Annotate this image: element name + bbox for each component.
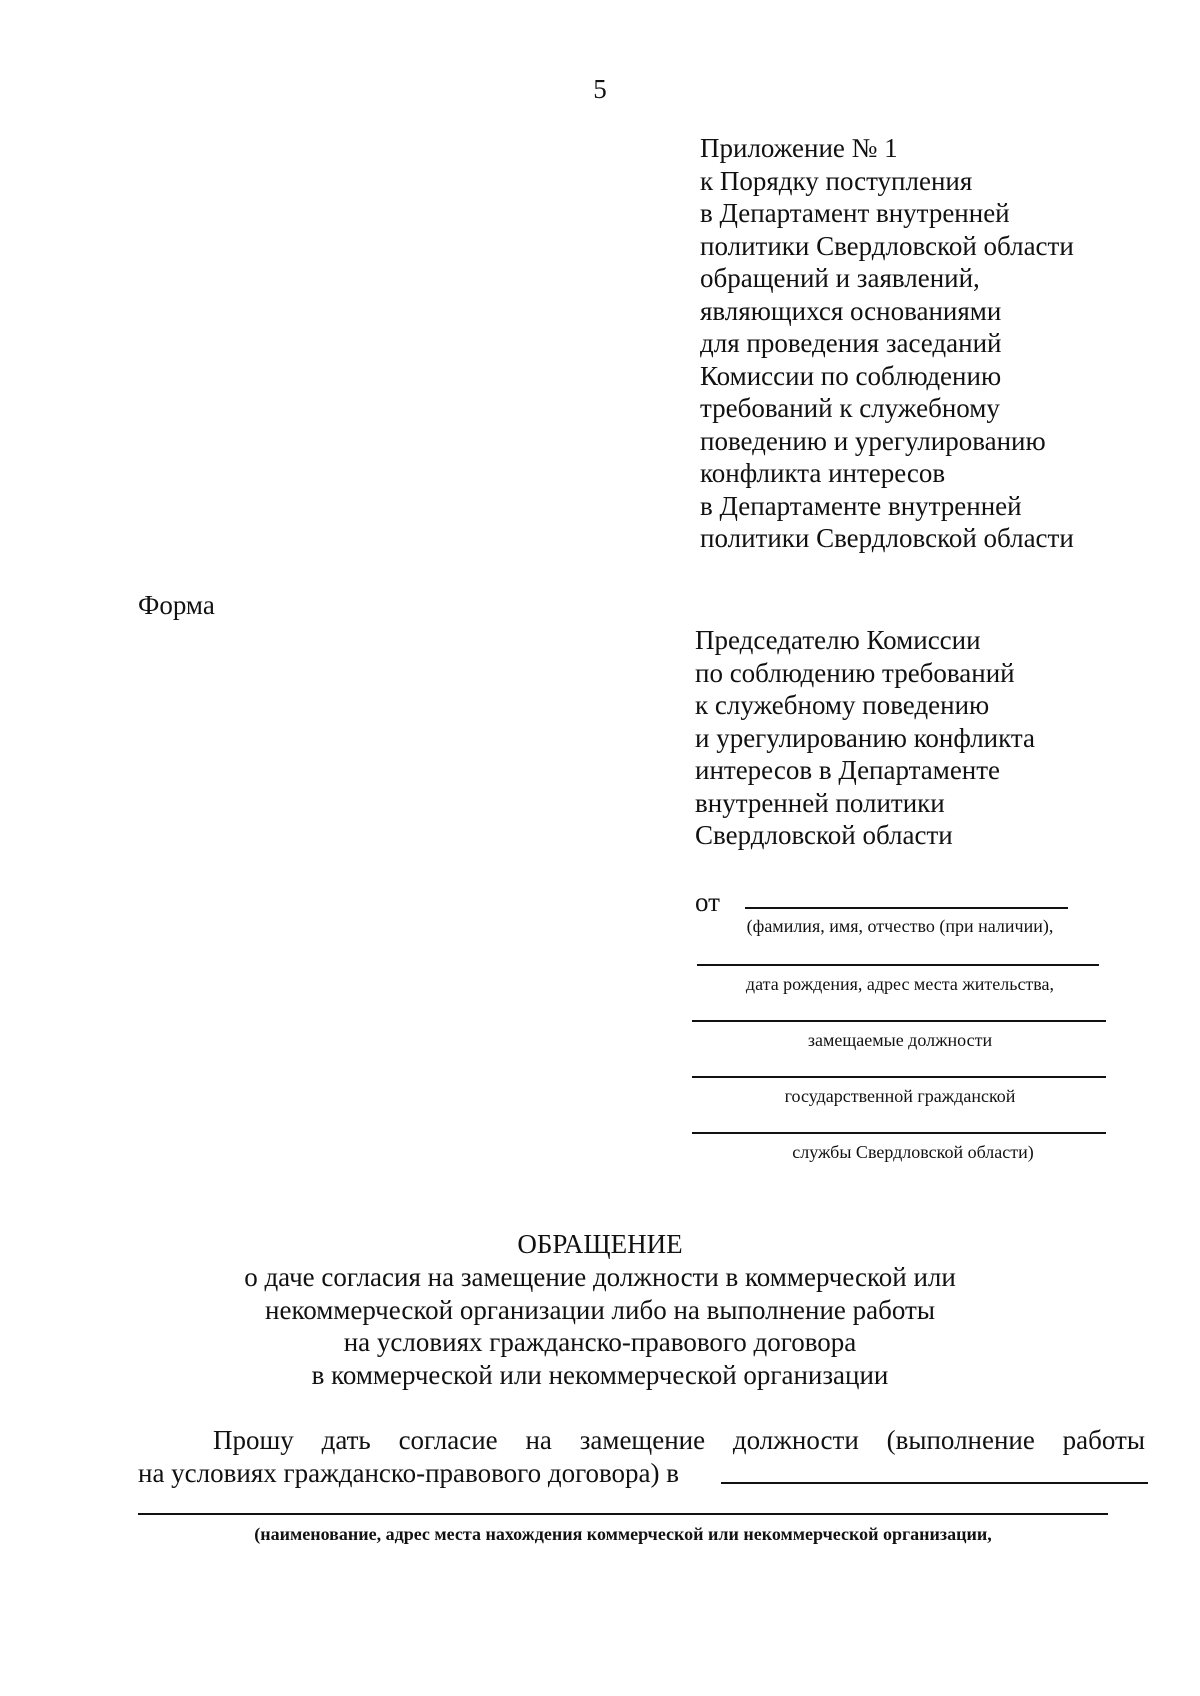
subtitle-line: на условиях гражданско-правового договора (343, 1327, 857, 1357)
sender-service-line[interactable] (692, 1076, 1106, 1078)
appendix-line: Комиссии по соблюдению (700, 360, 1002, 391)
appendix-line: политики Свердловской области (700, 230, 1074, 261)
appendix-line: для проведения заседаний (700, 328, 1002, 358)
addressee-line: и урегулированию конфликта (695, 722, 1036, 753)
organization-line-1[interactable] (721, 1482, 1148, 1484)
appendix-line: конфликта интересов (700, 458, 946, 488)
from-word: от (695, 887, 720, 917)
form-label: Форма (138, 590, 215, 620)
sender-region-line[interactable] (692, 1132, 1106, 1134)
appendix-line: политики Свердловской области (700, 523, 1074, 553)
addressee-line: интересов в Департаменте (695, 755, 1001, 785)
subtitle-line: о даче согласия на замещение должности в коммерческой или (244, 1262, 956, 1292)
sender-caption: (фамилия, имя, отчество (при наличии), (746, 916, 1054, 936)
addressee-line: Председателю Комиссии (695, 625, 981, 655)
appendix-line: в Департамент внутренней (700, 198, 1010, 228)
sender-caption: замещаемые должности (807, 1030, 993, 1050)
organization-line-2[interactable] (138, 1513, 1108, 1515)
addressee-line: Свердловской области (695, 820, 953, 850)
document-title: ОБРАЩЕНИЕ (517, 1229, 683, 1259)
appendix-line: к Порядку поступления (700, 165, 973, 196)
sender-birth-line[interactable] (697, 964, 1099, 966)
subtitle-line: в коммерческой или некоммерческой организации (311, 1359, 889, 1390)
addressee-line: внутренней политики (695, 787, 945, 818)
appendix-line: являющихся основаниями (700, 295, 1002, 326)
organization-caption: (наименование, адрес места нахождения коммерческой или некоммерческой организации, (254, 1524, 992, 1544)
appendix-header (700, 132, 1074, 555)
request-text-line-1: Прошу дать согласие на замещение должности (выполнение работы (213, 1425, 1145, 1455)
sender-name-line[interactable] (745, 907, 1068, 909)
addressee-line: по соблюдению требований (695, 657, 1015, 688)
request-text-line-2: на условиях гражданско-правового договора) в (138, 1458, 680, 1488)
page-number: 5 (593, 74, 607, 104)
addressee-block (695, 624, 1035, 852)
addressee-line: к служебному поведению (695, 690, 990, 720)
sender-caption: государственной гражданской (784, 1086, 1016, 1106)
sender-caption: службы Свердловской области) (792, 1142, 1034, 1162)
subtitle-line: некоммерческой организации либо на выполнение работы (265, 1294, 935, 1325)
appendix-line: поведению и урегулированию (700, 425, 1046, 456)
document-subtitle (0, 1261, 1200, 1391)
appendix-line: требований к служебному (700, 393, 1000, 423)
appendix-line: в Департаменте внутренней (700, 490, 1022, 521)
appendix-line: Приложение № 1 (700, 133, 898, 163)
appendix-line: обращений и заявлений, (700, 263, 980, 293)
sender-position-line[interactable] (692, 1020, 1106, 1022)
sender-caption: дата рождения, адрес места жительства, (745, 974, 1055, 994)
